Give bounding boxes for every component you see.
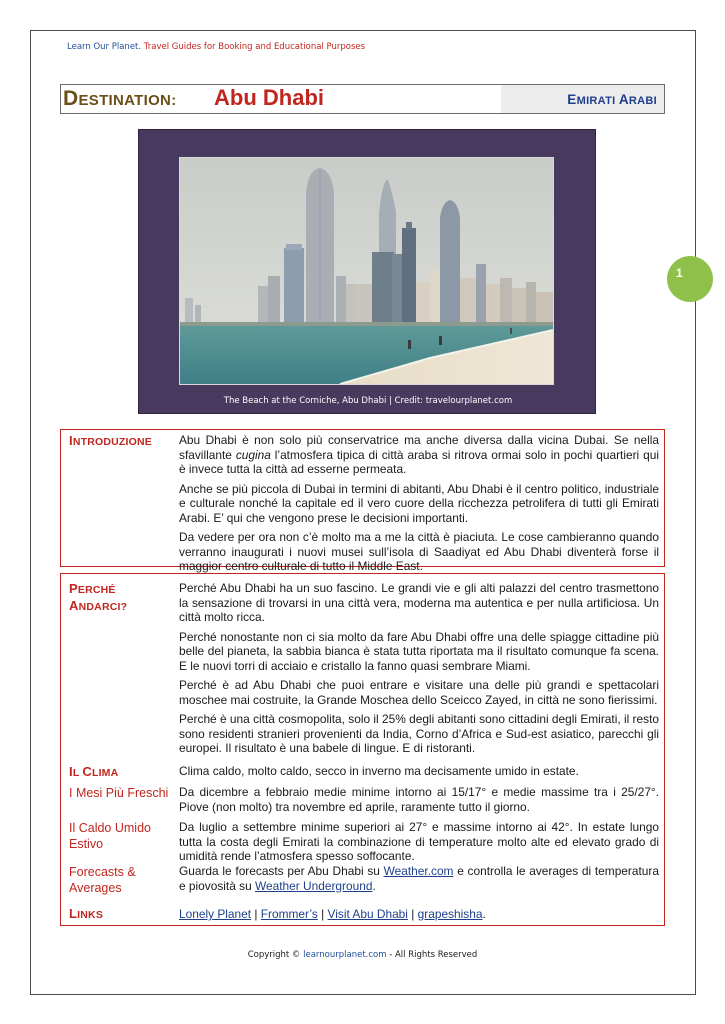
intro-paragraph-3: Da vedere per ora non c’è molto ma a me la città è piaciuta. Le cose cambieranno quando verranno inaugurati i nuovi musei sull’isola di Saadiyat ed Abu Dhabi diventerà forse il maggior centro culturale di tutto il Middle East.: [179, 530, 659, 573]
cool-months-text: Da dicembre a febbraio medie minime intorno ai 15/17° e medie massime tra i 25/27°. Piove (non molto) tra novembre ed aprile, raramente tutto il giorno.: [179, 785, 659, 814]
photo-caption: The Beach at the Corniche, Abu Dhabi | Credit: travelourplanet.com: [223, 396, 513, 406]
why-text: [179, 581, 659, 756]
footer: Copyright © learnourplanet.com - All Rights Reserved: [247, 950, 478, 960]
summer-heat-label: Il Caldo Umido Estivo: [69, 821, 151, 851]
weather-underground-link[interactable]: Weather Underground: [255, 878, 373, 893]
grapeshisha-link[interactable]: grapeshisha: [417, 907, 483, 921]
visit-abu-dhabi-link[interactable]: Visit Abu Dhabi: [327, 907, 408, 921]
why-paragraph-4: Perché è una città cosmopolita, solo il 25% degli abitanti sono cittadini degli Emirati, il resto sono residenti stranieri provenienti da India, Corno d’Africa e Sud-est asiatico, parecchi gli europei. Il risultato è una babele di lingue. E di ristoranti.: [179, 712, 659, 755]
destination-label: DESTINATION:: [63, 87, 177, 110]
summer-heat-text: Da luglio a settembre minime superiori ai 27° e massime intorno ai 42°. In estate lungo tutta la costa degli Emirati la combinazione di temperature molto alte ed elevato grado di umidità rende l’atmosfera spesso soffocante.: [179, 820, 659, 863]
header-line: [67, 42, 365, 52]
lonely-planet-link[interactable]: Lonely Planet: [179, 907, 252, 921]
page-number-badge: 1: [667, 256, 713, 302]
why-paragraph-2: Perché nonostante non ci sia molto da fare Abu Dhabi offre una delle spiagge cittadine più belle del pianeta, la sabbia bianca è stata tutta riportata ma il risultato comunque fa scena. E le nuovi torri di acciaio e cristallo la fanno quasi sembrare Miami.: [179, 629, 659, 673]
photo-frame: [138, 129, 596, 414]
destination-country: EMIRATI ARABI: [501, 85, 664, 113]
frommers-link[interactable]: Frommer’s: [260, 907, 318, 921]
intro-label: INTRODUZIONE: [69, 433, 153, 448]
destination-bar: [60, 84, 665, 114]
footer-site: learnourplanet.com: [303, 950, 387, 960]
climate-text: Clima caldo, molto caldo, secco in inverno ma decisamente umido in estate.: [179, 764, 579, 778]
beach-skyline-photo: [179, 157, 554, 385]
weather-com-link[interactable]: Weather.com: [383, 864, 454, 878]
cool-months-label: I Mesi Più Freschi: [69, 786, 169, 800]
forecasts-label: Forecasts & Averages: [69, 865, 136, 895]
destination-city: Abu Dhabi: [214, 85, 324, 110]
intro-paragraph-1: Abu Dhabi è non solo più conservatrice ma anche diversa dalla vicina Dubai. Se nella sfavillante cugina l’atmosfera tipica di città araba si ritrova ormai solo in pochi quartieri qui è invece tutta la città ad esserne permeata.: [179, 433, 659, 476]
header-brand: Learn Our Planet.: [67, 42, 142, 52]
forecasts-text: Guarda le forecasts per Abu Dhabi su Weather.com e controlla le averages di temperatura e piovosità su Weather Underground.: [179, 864, 659, 893]
links-label: LINKS: [69, 906, 104, 921]
intro-text: [179, 433, 659, 574]
header-tagline: Travel Guides for Booking and Educational Purposes: [141, 42, 366, 52]
why-paragraph-3: Perché è ad Abu Dhabi che puoi entrare e visitare una delle più grandi e spettacolari moschee mai costruite, la Grande Moschea dello Sceicco Zayed, in città ne sono fierissimi.: [179, 678, 659, 707]
why-paragraph-1: Perché Abu Dhabi ha un suo fascino. Le grandi vie e gli alti palazzi del centro trasmettono la sensazione di trovarsi in una città vera, moderna ma autentica e per nulla artificiosa. Un città molto ricca.: [179, 581, 659, 624]
intro-section: [60, 429, 665, 573]
climate-label: IL CLIMA: [69, 764, 119, 779]
intro-paragraph-2: Anche se più piccola di Dubai in termini di abitanti, Abu Dhabi è il centro politico, industriale e culturale nonché la capitale ed il vero cuore della ricchezza petrolifera di tutti gli Emirati Arabi. E’ qui che vengono prese le decisioni importanti.: [179, 481, 659, 525]
links-text: Lonely Planet | Frommer’s | Visit Abu Dhabi | grapeshisha.: [179, 907, 486, 921]
why-label: PERCHÉ ANDARCI?: [69, 581, 128, 613]
info-section: [60, 573, 665, 926]
